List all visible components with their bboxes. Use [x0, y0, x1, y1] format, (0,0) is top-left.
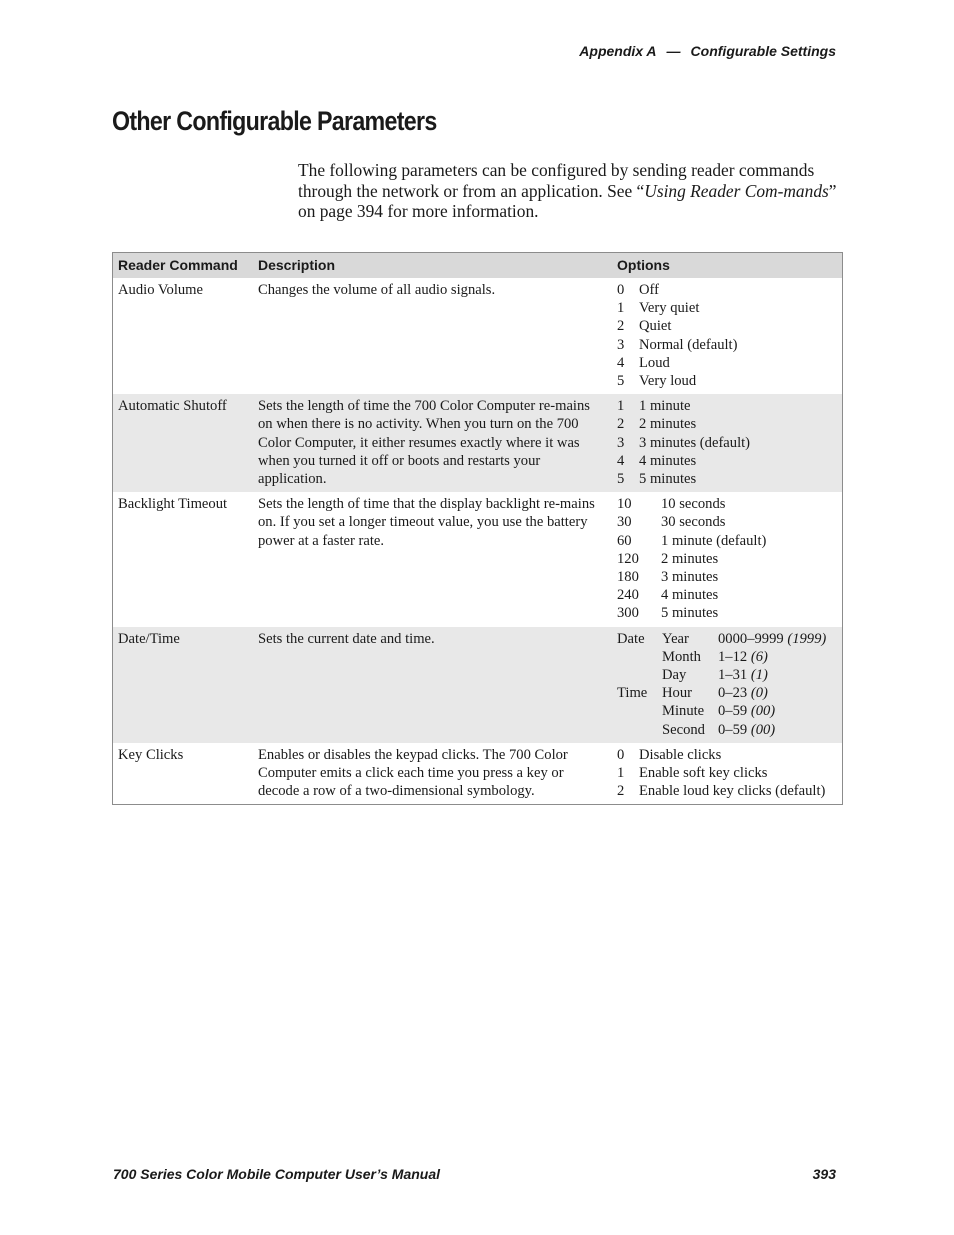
default-value: (00): [750, 721, 776, 738]
option-label: 10 seconds: [661, 496, 726, 513]
option-range: [718, 702, 826, 720]
option-item: [617, 764, 825, 782]
option-item: [617, 568, 766, 586]
option-label: Very quiet: [639, 300, 700, 317]
option-value: 2: [617, 416, 625, 433]
option-label: 5 minutes: [639, 471, 697, 488]
table-row-date-time: [113, 627, 843, 743]
intro-paragraph: [298, 160, 843, 222]
options-cell: [612, 743, 843, 805]
running-header: [579, 43, 836, 59]
option-item: [617, 415, 750, 433]
option-item: [617, 299, 737, 317]
header-reader-command: Reader Command: [113, 253, 254, 279]
command-cell: Key Clicks: [118, 746, 184, 763]
table-row-key-clicks: [113, 743, 843, 805]
option-item: [617, 550, 766, 568]
option-value: 1: [617, 300, 625, 317]
option-label: Quiet: [639, 318, 672, 335]
option-label: Enable loud key clicks (default): [639, 783, 826, 800]
option-item: [617, 666, 826, 684]
options-cell: [612, 627, 843, 743]
intro-text-before: The following parameters can be configured by sending reader commands through the network or from an application. See “: [298, 160, 815, 201]
option-value: 0: [617, 282, 625, 298]
option-label: Off: [639, 282, 659, 298]
description-cell: Sets the current date and time.: [253, 627, 612, 743]
default-value: (6): [750, 648, 768, 665]
option-value: 180: [617, 569, 639, 586]
option-item: [617, 604, 766, 622]
default-value: (1999): [787, 630, 827, 647]
option-item: [617, 684, 826, 702]
options-list: [617, 495, 766, 622]
option-label: 1 minute (default): [661, 532, 767, 549]
option-value: 3: [617, 336, 625, 353]
option-value: 30: [617, 514, 632, 531]
header-chapter: Configurable Settings: [690, 43, 836, 59]
table-header-row: [113, 253, 843, 279]
option-label: 4 minutes: [661, 587, 719, 604]
option-value: 10: [617, 496, 632, 513]
date-time-options: [617, 630, 826, 739]
options-cell: [612, 278, 843, 394]
intro-text-after: ” on page 394 for more information.: [298, 180, 837, 221]
option-field: Second: [662, 721, 705, 738]
header-separator: —: [666, 43, 681, 59]
range-value: 0–23: [718, 685, 748, 702]
option-item: [617, 746, 825, 764]
option-field: Hour: [662, 685, 692, 702]
option-label: 30 seconds: [661, 514, 726, 531]
option-label: 3 minutes (default): [639, 434, 751, 451]
intro-cross-reference: Using Reader Com-mands: [644, 180, 829, 201]
description-cell: Changes the volume of all audio signals.: [258, 282, 496, 298]
parameters-table: [112, 252, 843, 805]
option-item: [617, 452, 750, 470]
option-value: 5: [617, 373, 625, 390]
range-value: 1–31: [718, 667, 748, 684]
option-label: Enable soft key clicks: [639, 765, 768, 782]
option-item: [617, 586, 766, 604]
option-item: [617, 702, 826, 720]
option-value: 240: [617, 587, 639, 604]
command-cell: Date/Time: [113, 627, 254, 743]
options-cell: [612, 492, 843, 626]
option-group: [617, 648, 662, 666]
description-cell: Enables or disables the keypad clicks. The 700 Color Computer emits a click each time you press a key or decode a row of a two-dimensional symbology.: [258, 746, 568, 800]
range-value: 0–59: [718, 703, 748, 720]
option-value: 0: [617, 746, 625, 763]
range-value: 1–12: [718, 648, 748, 665]
option-item: [617, 630, 826, 648]
footer-manual-title: 700 Series Color Mobile Computer User’s Manual: [113, 1166, 441, 1182]
option-value: 60: [617, 532, 632, 549]
default-value: (1): [750, 667, 768, 684]
option-value: 120: [617, 550, 639, 567]
option-value: 1: [617, 398, 625, 415]
range-value: 0000–9999: [718, 630, 784, 647]
option-range: [718, 648, 826, 666]
option-range: [718, 721, 826, 739]
options-list: [617, 281, 737, 390]
table-row-audio-volume: [113, 278, 843, 394]
option-group: [617, 721, 662, 739]
option-item: [617, 336, 737, 354]
option-value: 3: [617, 434, 625, 451]
page-title: Other Configurable Parameters: [112, 106, 437, 136]
option-item: [617, 648, 826, 666]
range-value: 0–59: [718, 721, 748, 738]
option-group: Time: [617, 685, 648, 702]
option-value: 5: [617, 471, 625, 488]
option-value: 2: [617, 318, 625, 335]
option-label: Normal (default): [639, 336, 738, 353]
options-list: [617, 746, 825, 801]
option-value: 300: [617, 605, 639, 622]
option-range: [718, 630, 826, 648]
options-cell: [612, 394, 843, 492]
footer-page-number: 393: [812, 1166, 836, 1182]
option-label: Loud: [639, 354, 670, 371]
option-value: 1: [617, 765, 625, 782]
option-item: [617, 434, 750, 452]
option-group: Date: [617, 630, 645, 647]
option-group: [617, 666, 662, 684]
options-list: [617, 397, 750, 488]
option-label: Disable clicks: [639, 746, 722, 763]
description-cell: Sets the length of time that the display backlight re-mains on. If you set a longer timeout value, you use the battery power at a faster rate.: [258, 496, 595, 549]
option-field: Month: [662, 648, 701, 665]
option-range: [718, 666, 826, 684]
default-value: (0): [750, 685, 768, 702]
description-cell: Sets the length of time the 700 Color Computer re-mains on when there is no activity. When you turn on the 700 Color Computer, it either resumes exactly where it was when you turned it off or boots and restarts your application.: [253, 394, 612, 492]
header-section: Appendix A: [579, 43, 657, 59]
option-value: 4: [617, 354, 625, 371]
table-row-automatic-shutoff: [113, 394, 843, 492]
command-cell: Backlight Timeout: [118, 496, 228, 513]
option-label: 5 minutes: [661, 605, 719, 622]
option-label: 2 minutes: [661, 550, 719, 567]
option-label: 2 minutes: [639, 416, 697, 433]
option-label: 3 minutes: [661, 569, 719, 586]
option-label: 1 minute: [639, 398, 691, 415]
option-group: [617, 702, 662, 720]
option-range: [718, 684, 826, 702]
header-options: Options: [612, 253, 843, 279]
option-item: [617, 495, 766, 513]
option-item: [617, 354, 737, 372]
option-item: [617, 317, 737, 335]
option-item: [617, 281, 737, 299]
default-value: (00): [750, 703, 776, 720]
option-value: 4: [617, 452, 625, 469]
command-cell: Automatic Shutoff: [113, 394, 254, 492]
option-item: [617, 721, 826, 739]
option-item: [617, 470, 750, 488]
option-label: 4 minutes: [639, 452, 697, 469]
option-item: [617, 782, 825, 800]
option-label: Very loud: [639, 373, 697, 390]
option-item: [617, 513, 766, 531]
option-field: Year: [662, 630, 689, 647]
option-item: [617, 397, 750, 415]
option-item: [617, 372, 737, 390]
option-field: Minute: [662, 703, 705, 720]
table-row-backlight-timeout: [113, 492, 843, 626]
option-field: Day: [662, 667, 687, 684]
header-description: Description: [253, 253, 612, 279]
option-item: [617, 532, 766, 550]
option-value: 2: [617, 783, 625, 800]
command-cell: Audio Volume: [118, 282, 204, 298]
